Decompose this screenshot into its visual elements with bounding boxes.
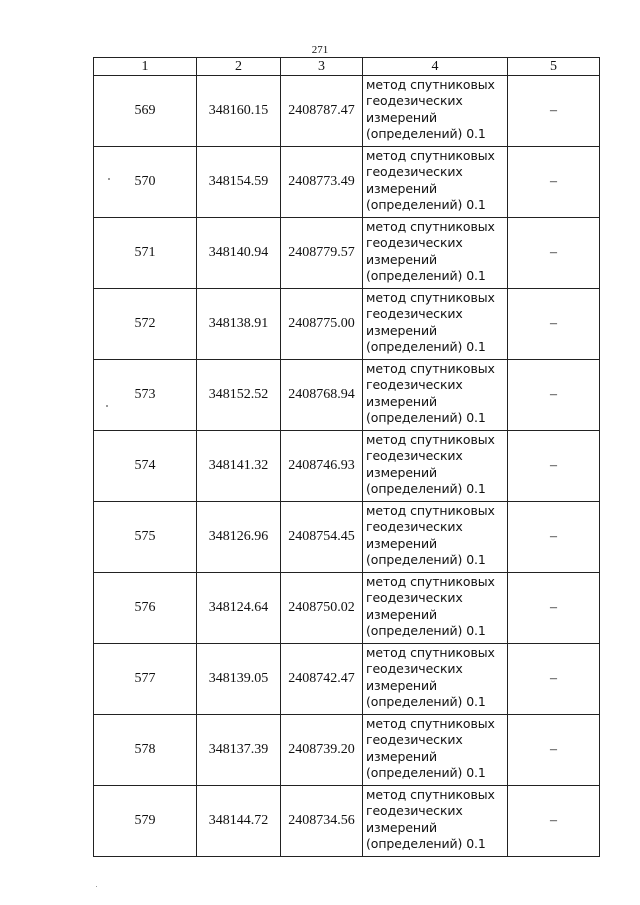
method-text-line: (определений) 0.1 (366, 197, 486, 213)
method-text-line: метод спутниковых (366, 574, 495, 589)
note-cell: – (508, 715, 600, 786)
method-cell (363, 502, 508, 573)
coordinates-table (93, 57, 600, 857)
method-cell (363, 218, 508, 289)
method-text-line: (определений) 0.1 (366, 552, 486, 568)
method-cell (363, 644, 508, 715)
method-text-line: геодезических (366, 235, 463, 251)
method-text-line: измерений (366, 819, 438, 835)
x-coordinate-cell: 348154.59 (197, 147, 281, 218)
method-text-line: метод спутниковых (366, 503, 495, 518)
y-coordinate-cell: 2408768.94 (281, 360, 363, 431)
x-coordinate-cell: 348138.91 (197, 289, 281, 360)
x-coordinate-cell: 348160.15 (197, 76, 281, 147)
table-row (94, 76, 600, 147)
header-col-point-number: 1 (94, 58, 197, 76)
note-cell: – (508, 786, 600, 857)
method-text-line: (определений) 0.1 (366, 623, 486, 639)
y-coordinate-cell: 2408779.57 (281, 218, 363, 289)
y-coordinate-cell: 2408742.47 (281, 644, 363, 715)
method-text-line: метод спутниковых (366, 787, 495, 802)
x-coordinate-cell: 348137.39 (197, 715, 281, 786)
header-col-x: 2 (197, 58, 281, 76)
header-row (94, 58, 600, 76)
note-cell: – (508, 76, 600, 147)
x-coordinate-cell: 348124.64 (197, 573, 281, 644)
method-text-line: измерений (366, 677, 438, 693)
y-coordinate-cell: 2408787.47 (281, 76, 363, 147)
point-number-cell: 579 (94, 786, 197, 857)
method-text-line: (определений) 0.1 (366, 268, 486, 284)
method-text-line: измерений (366, 109, 438, 125)
y-coordinate-cell: 2408775.00 (281, 289, 363, 360)
method-text-line: метод спутниковых (366, 290, 495, 305)
point-number-cell: 574 (94, 431, 197, 502)
method-text-line: геодезических (366, 306, 463, 322)
table-row (94, 644, 600, 715)
note-cell: – (508, 289, 600, 360)
note-cell: – (508, 573, 600, 644)
point-number-cell: 575 (94, 502, 197, 573)
method-cell (363, 715, 508, 786)
method-text-line: (определений) 0.1 (366, 410, 486, 426)
method-text-line: метод спутниковых (366, 77, 495, 92)
scan-speck (96, 886, 97, 887)
note-cell: – (508, 502, 600, 573)
x-coordinate-cell: 348144.72 (197, 786, 281, 857)
method-text-line: геодезических (366, 93, 463, 109)
method-text-line: (определений) 0.1 (366, 694, 486, 710)
point-number-cell: 573 (94, 360, 197, 431)
table-row (94, 147, 600, 218)
y-coordinate-cell: 2408773.49 (281, 147, 363, 218)
note-cell: – (508, 644, 600, 715)
method-cell (363, 573, 508, 644)
method-cell (363, 360, 508, 431)
y-coordinate-cell: 2408739.20 (281, 715, 363, 786)
method-text-line: измерений (366, 748, 438, 764)
method-cell (363, 147, 508, 218)
method-text-line: (определений) 0.1 (366, 481, 486, 497)
point-number-cell: 578 (94, 715, 197, 786)
method-text-line: измерений (366, 322, 438, 338)
table-row (94, 715, 600, 786)
method-text-line: геодезических (366, 590, 463, 606)
method-text-line: метод спутниковых (366, 219, 495, 234)
y-coordinate-cell: 2408754.45 (281, 502, 363, 573)
x-coordinate-cell: 348141.32 (197, 431, 281, 502)
table-row (94, 502, 600, 573)
point-number-cell: 571 (94, 218, 197, 289)
method-text-line: геодезических (366, 732, 463, 748)
table-header (94, 58, 600, 76)
table-row (94, 786, 600, 857)
method-text-line: метод спутниковых (366, 716, 495, 731)
x-coordinate-cell: 348140.94 (197, 218, 281, 289)
method-text-line: (определений) 0.1 (366, 339, 486, 355)
note-cell: – (508, 218, 600, 289)
table-row (94, 573, 600, 644)
method-text-line: геодезических (366, 448, 463, 464)
y-coordinate-cell: 2408750.02 (281, 573, 363, 644)
method-text-line: геодезических (366, 803, 463, 819)
method-text-line: измерений (366, 180, 438, 196)
table-row (94, 360, 600, 431)
method-text-line: (определений) 0.1 (366, 836, 486, 852)
x-coordinate-cell: 348152.52 (197, 360, 281, 431)
point-number-cell: 572 (94, 289, 197, 360)
note-cell: – (508, 431, 600, 502)
method-text-line: метод спутниковых (366, 148, 495, 163)
method-text-line: метод спутниковых (366, 645, 495, 660)
header-col-y: 3 (281, 58, 363, 76)
method-cell (363, 76, 508, 147)
method-text-line: (определений) 0.1 (366, 126, 486, 142)
table-row (94, 218, 600, 289)
y-coordinate-cell: 2408746.93 (281, 431, 363, 502)
note-cell: – (508, 360, 600, 431)
method-text-line: измерений (366, 464, 438, 480)
point-number-cell: 576 (94, 573, 197, 644)
method-text-line: измерений (366, 393, 438, 409)
header-col-method: 4 (363, 58, 508, 76)
y-coordinate-cell: 2408734.56 (281, 786, 363, 857)
method-cell (363, 431, 508, 502)
method-text-line: измерений (366, 606, 438, 622)
method-cell (363, 289, 508, 360)
method-cell (363, 786, 508, 857)
table-row (94, 289, 600, 360)
table-body (94, 76, 600, 857)
page-number: 271 (311, 44, 329, 56)
header-col-note: 5 (508, 58, 600, 76)
method-text-line: геодезических (366, 164, 463, 180)
method-text-line: геодезических (366, 661, 463, 677)
scan-speck (108, 178, 110, 180)
method-text-line: метод спутниковых (366, 361, 495, 376)
table-row (94, 431, 600, 502)
method-text-line: измерений (366, 251, 438, 267)
point-number-cell: 577 (94, 644, 197, 715)
method-text-line: (определений) 0.1 (366, 765, 486, 781)
note-cell: – (508, 147, 600, 218)
method-text-line: метод спутниковых (366, 432, 495, 447)
x-coordinate-cell: 348126.96 (197, 502, 281, 573)
point-number-cell: 570 (94, 147, 197, 218)
scan-speck (106, 405, 108, 407)
x-coordinate-cell: 348139.05 (197, 644, 281, 715)
method-text-line: геодезических (366, 377, 463, 393)
method-text-line: геодезических (366, 519, 463, 535)
method-text-line: измерений (366, 535, 438, 551)
point-number-cell: 569 (94, 76, 197, 147)
